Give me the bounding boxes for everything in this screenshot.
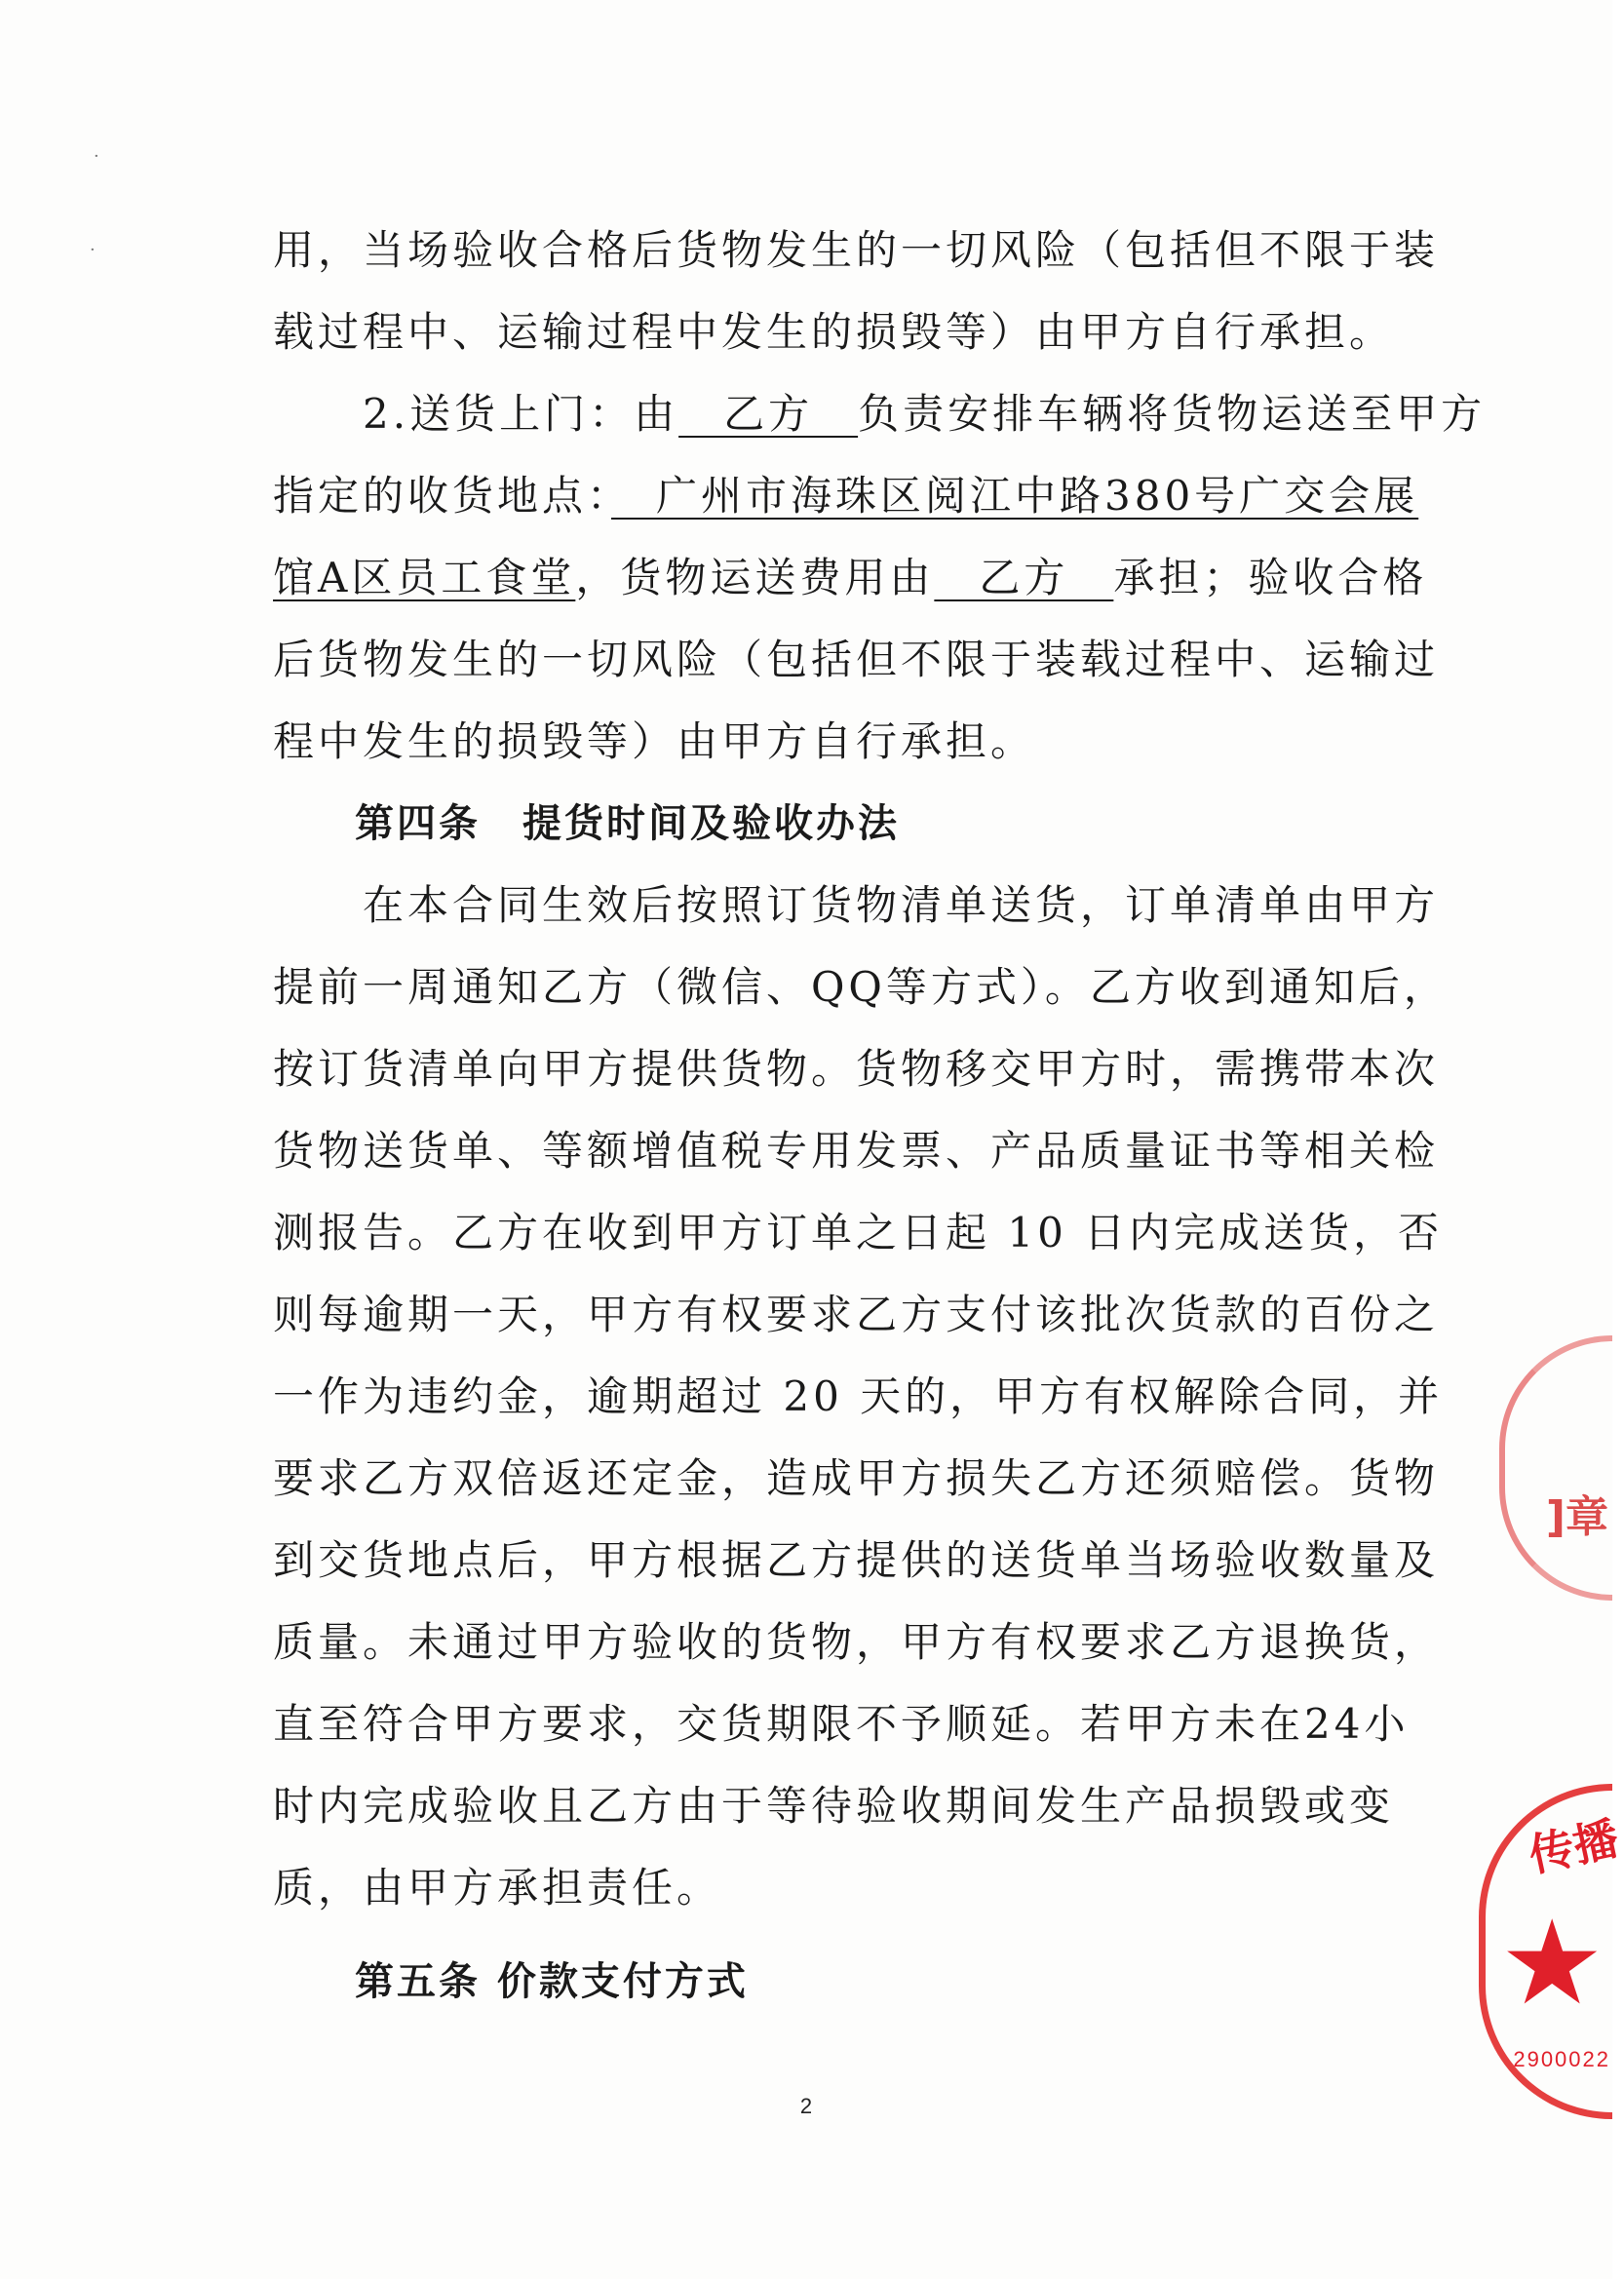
delivery-line-2 [273,455,1419,537]
text-line: 程中发生的损毁等）由甲方自行承担。 [273,717,1036,765]
delivery-line-4 [273,619,1440,701]
paragraph-line [273,210,1440,291]
text-segment: 负责安排车辆将货物运送至甲方 [858,390,1487,438]
text-segment: 指定的收货地点： [273,472,612,520]
article-4-heading: 第四条 提货时间及验收办法 [355,801,900,846]
seal-star-icon: ★ [1499,1896,1605,2031]
underlined-address: 馆A区员工食堂 [273,554,576,601]
article-4-line: 提前一周通知乙方（微信、QQ等方式）。乙方收到通知后， [273,963,1449,1011]
underlined-address: 广州市海珠区阅江中路380号广交会展 [611,472,1419,520]
article-4-line: 要求乙方双倍返还定金，造成甲方损失乙方还须赔偿。货物 [273,1454,1440,1502]
delivery-line-3 [273,537,1428,619]
text-line: 后货物发生的一切风险（包括但不限于装载过程中、运输过 [273,636,1440,683]
article-4-line: 在本合同生效后按照订货物清单送货，订单清单由甲方 [363,881,1440,929]
article-4-line: 货物送货单、等额增值税专用发票、产品质量证书等相关检 [273,1127,1440,1175]
document-body [273,210,1487,2023]
delivery-line-1 [273,373,1487,455]
text-segment: ，货物运送费用由 [575,554,935,601]
article-4-line: 时内完成验收且乙方由于等待验收期间发生产品损毁或变 [273,1782,1395,1830]
article-4-line: 直至符合甲方要求，交货期限不予顺延。若甲方未在24小 [273,1700,1410,1748]
delivery-line-5 [273,701,1413,783]
article-4-line: 质量。未通过甲方验收的货物，甲方有权要求乙方退换货， [273,1618,1440,1666]
text-segment: 承担；验收合格 [1113,554,1428,601]
article-4-line: 到交货地点后，甲方根据乙方提供的送货单当场验收数量及 [273,1536,1440,1584]
article-4-line: 按订货清单向甲方提供货物。货物移交甲方时，需携带本次 [273,1045,1440,1093]
company-seal-fragment-upper [1499,1335,1612,1601]
underlined-party: 乙方 [678,390,859,438]
page-number: 2 [799,2094,813,2118]
article-4-line: 质，由甲方承担责任。 [273,1864,722,1912]
paragraph-line [273,291,1413,373]
article-5-heading: 第五条 价款支付方式 [355,1959,749,2004]
article-4-line: 测报告。乙方在收到甲方订单之日起 10 日内完成送货，否 [273,1209,1444,1256]
text-line: 载过程中、运输过程中发生的损毁等）由甲方自行承担。 [273,308,1395,356]
seal-text-upper: ]章 [1545,1492,1608,1542]
article-4-line: 则每逾期一天，甲方有权要求乙方支付该批次货款的百份之 [273,1291,1440,1338]
scan-speck: · [94,146,99,167]
seal-text-lower: 传播 [1524,1811,1624,1882]
underlined-party: 乙方 [934,554,1114,601]
text-segment: 2.送货上门：由 [363,390,679,438]
scan-speck: · [90,240,96,260]
text-line: 用，当场验收合格后货物发生的一切风险（包括但不限于装 [273,226,1440,274]
seal-code: 2900022 [1513,2047,1610,2071]
article-4-line: 一作为违约金，逾期超过 20 天的，甲方有权解除合同，并 [273,1372,1444,1420]
